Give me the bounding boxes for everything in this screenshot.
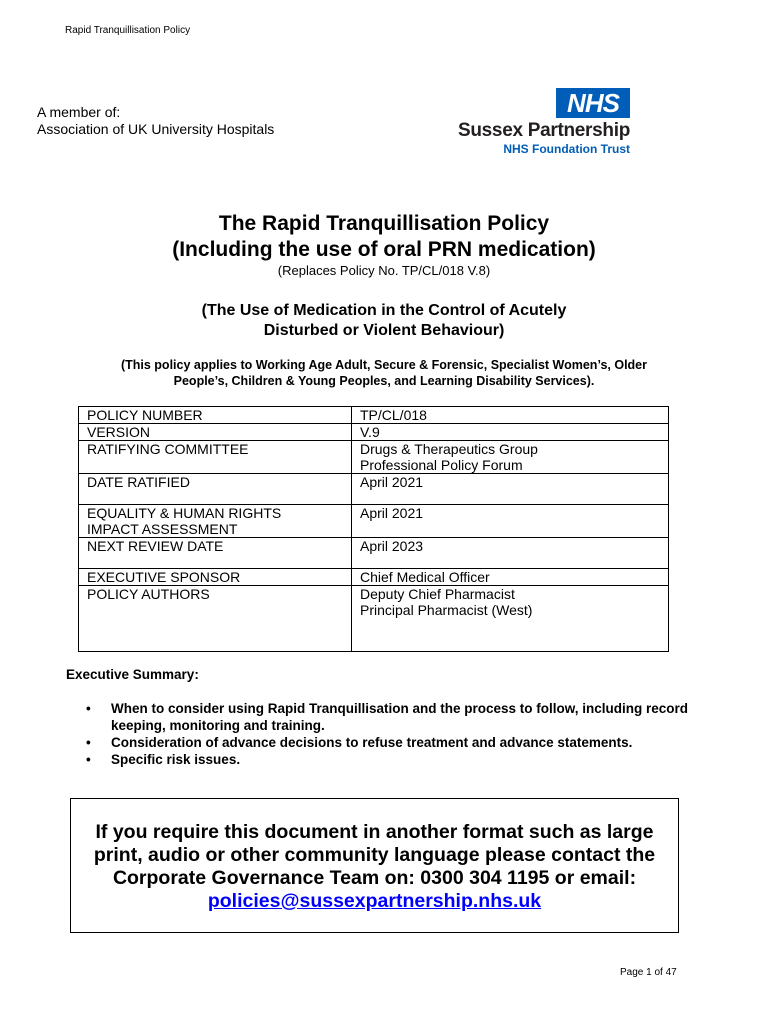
- table-row: [79, 569, 669, 586]
- trust-subtitle: NHS Foundation Trust: [503, 142, 630, 156]
- list-item-text: When to consider using Rapid Tranquillisation and the process to follow, including record keeping, monitoring and training.: [111, 701, 689, 733]
- row-key: NEXT REVIEW DATE: [79, 538, 352, 569]
- row-key: RATIFYING COMMITTEE: [79, 441, 352, 474]
- row-value-line: Professional Policy Forum: [360, 457, 523, 473]
- replaces-note: (Replaces Policy No. TP/CL/018 V.8): [277, 263, 491, 278]
- running-header: Rapid Tranquillisation Policy: [65, 25, 191, 36]
- document-title: The Rapid Tranquillisation Policy: [218, 212, 550, 235]
- list-item-text: Specific risk issues.: [111, 752, 241, 767]
- list-item: [84, 734, 734, 751]
- document-subtitle: (The Use of Medication in the Control of Acutely: [201, 302, 567, 319]
- row-key: POLICY AUTHORS: [79, 586, 352, 652]
- row-value: April 2021: [352, 474, 669, 505]
- list-item: [84, 751, 734, 768]
- notice-line: print, audio or other community language please contact the: [93, 844, 656, 866]
- email-link[interactable]: policies@sussexpartnership.nhs.uk: [207, 890, 542, 912]
- row-key: EXECUTIVE SPONSOR: [79, 569, 352, 586]
- row-key: VERSION: [79, 424, 352, 441]
- row-key: POLICY NUMBER: [79, 407, 352, 424]
- notice-line: Corporate Governance Team on: 0300 304 1195 or email:: [112, 867, 637, 889]
- list-item: [84, 700, 734, 734]
- membership-note: [37, 104, 274, 138]
- page-number: Page 1 of 47: [620, 967, 677, 978]
- table-row: [79, 407, 669, 424]
- scope-note-cont: People’s, Children & Young Peoples, and Learning Disability Services).: [173, 374, 595, 388]
- row-key: EQUALITY & HUMAN RIGHTS IMPACT ASSESSMENT: [79, 505, 352, 538]
- scope-note: (This policy applies to Working Age Adult, Secure & Forensic, Specialist Women’s, Older: [120, 358, 648, 372]
- row-value: [352, 441, 669, 474]
- row-value: April 2021: [352, 505, 669, 538]
- policy-details-table: [78, 406, 669, 652]
- bullet-icon: •: [86, 752, 91, 767]
- trust-name: Sussex Partnership: [457, 120, 630, 141]
- row-value: Chief Medical Officer: [352, 569, 669, 586]
- alternative-format-notice: [70, 798, 679, 933]
- document-subtitle-cont: Disturbed or Violent Behaviour): [263, 322, 505, 339]
- table-row: [79, 505, 669, 538]
- membership-organisation: Association of UK University Hospitals: [37, 121, 275, 137]
- nhs-trust-logo: [448, 88, 638, 158]
- bullet-icon: •: [86, 735, 91, 750]
- list-item-text: Consideration of advance decisions to refuse treatment and advance statements.: [111, 735, 633, 750]
- row-value: TP/CL/018: [352, 407, 669, 424]
- table-row: [79, 586, 669, 652]
- row-value: April 2023: [352, 538, 669, 569]
- table-row: [79, 441, 669, 474]
- row-key: DATE RATIFIED: [79, 474, 352, 505]
- membership-label: A member of:: [37, 104, 121, 120]
- table-row: [79, 424, 669, 441]
- row-value-line: Drugs & Therapeutics Group: [360, 441, 538, 457]
- executive-summary-list: [84, 700, 734, 768]
- executive-summary-heading: Executive Summary:: [66, 667, 199, 682]
- row-value-line: Principal Pharmacist (West): [360, 602, 533, 618]
- row-value-line: Deputy Chief Pharmacist: [360, 586, 515, 602]
- row-value: V.9: [352, 424, 669, 441]
- row-value: [352, 586, 669, 652]
- nhs-badge: NHS: [556, 88, 630, 118]
- notice-line: If you require this document in another format such as large: [95, 821, 654, 843]
- table-row: [79, 538, 669, 569]
- bullet-icon: •: [86, 701, 91, 716]
- document-title-sub: (Including the use of oral PRN medication): [172, 238, 596, 261]
- table-row: [79, 474, 669, 505]
